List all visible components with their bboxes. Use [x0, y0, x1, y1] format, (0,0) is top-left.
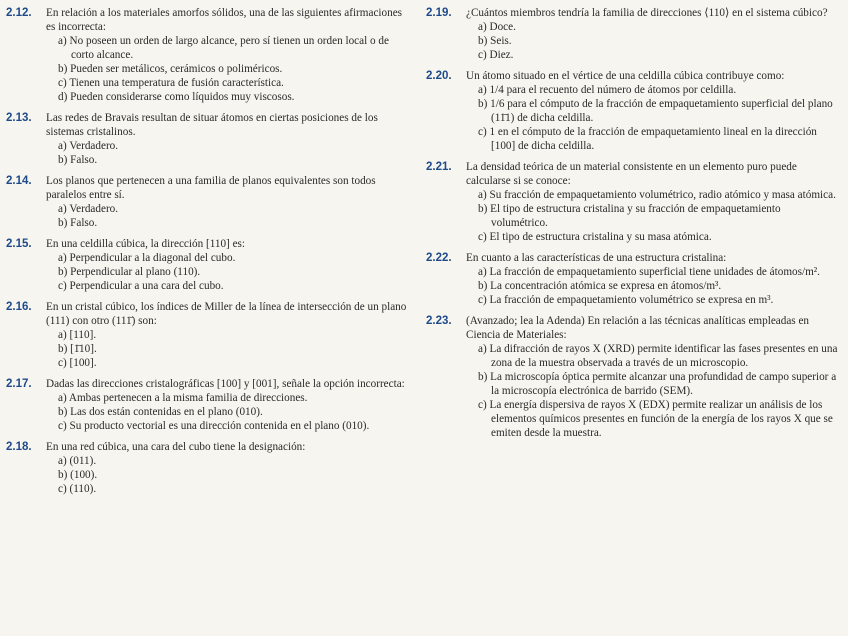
option: a) Verdadero.	[58, 203, 119, 215]
option: b) La microscopía óptica permite alcanzar una profundidad de campo superior a la microscopía electrónica de barrido (SEM).	[478, 371, 837, 397]
option: c) Perpendicular a una cara del cubo.	[58, 280, 224, 292]
option: a) No poseen un orden de largo alcance, pero sí tienen un orden local o de corto alcance.	[58, 35, 389, 61]
option: a) 1/4 para el recuento del número de átomos por celdilla.	[478, 84, 737, 96]
question-text: En una red cúbica, una cara del cubo tiene la designación:	[46, 441, 306, 453]
option: b) 1/6 para el cómputo de la fracción de empaquetamiento superficial del plano (11̄1) de dicha celdilla.	[478, 98, 833, 124]
option: c) (110).	[58, 483, 97, 495]
question-2-19	[426, 6, 840, 62]
option: b) (100).	[58, 469, 98, 481]
option: c) Diez.	[478, 49, 514, 61]
question-number: 2.14.	[6, 175, 32, 187]
question-text: La densidad teórica de un material consistente en un elemento puro puede calcularse si se conoce:	[466, 161, 797, 187]
option: b) Perpendicular al plano (110).	[58, 266, 201, 278]
option: c) La fracción de empaquetamiento volumétrico se expresa en m³.	[478, 294, 774, 306]
question-number: 2.13.	[6, 112, 32, 124]
option: a) La fracción de empaquetamiento superficial tiene unidades de átomos/m².	[478, 266, 820, 278]
question-text: Los planos que pertenecen a una familia de planos equivalentes son todos paralelos entre sí.	[46, 175, 376, 201]
option: b) La concentración atómica se expresa en átomos/m³.	[478, 280, 722, 292]
question-2-17	[6, 377, 408, 433]
option: c) 1 en el cómputo de la fracción de empaquetamiento lineal en la dirección [100] de dicha celdilla.	[478, 126, 817, 152]
option: b) Falso.	[58, 217, 98, 229]
option: c) Su producto vectorial es una dirección contenida en el plano (010).	[58, 420, 370, 432]
option: a) Ambas pertenecen a la misma familia de direcciones.	[58, 392, 308, 404]
question-number: 2.16.	[6, 301, 32, 313]
option: c) La energía dispersiva de rayos X (EDX) permite realizar un análisis de los elementos químicos presentes en función de la energía de los rayos X que se emiten desde la muestra.	[478, 399, 833, 439]
option: b) Pueden ser metálicos, cerámicos o poliméricos.	[58, 63, 283, 75]
question-text: En cuanto a las características de una estructura cristalina:	[466, 252, 727, 264]
question-text: En relación a los materiales amorfos sólidos, una de las siguientes afirmaciones es incorrecta:	[46, 7, 403, 33]
question-2-14	[6, 174, 408, 230]
question-2-22	[426, 251, 840, 307]
option: b) Falso.	[58, 154, 98, 166]
option: b) El tipo de estructura cristalina y su fracción de empaquetamiento volumétrico.	[478, 203, 781, 229]
question-text: Dadas las direcciones cristalográficas [100] y [001], señale la opción incorrecta:	[46, 378, 405, 390]
question-2-23	[426, 314, 840, 440]
option: d) Pueden considerarse como líquidos muy viscosos.	[58, 91, 295, 103]
question-2-20	[426, 69, 840, 153]
question-number: 2.15.	[6, 238, 32, 250]
right-column	[420, 6, 840, 636]
option: a) Doce.	[478, 21, 516, 33]
option: c) Tienen una temperatura de fusión característica.	[58, 77, 284, 89]
option: a) Verdadero.	[58, 140, 119, 152]
question-text: En un cristal cúbico, los índices de Miller de la línea de intersección de un plano (111) con otro (111̄) son:	[46, 301, 407, 327]
question-number: 2.21.	[426, 161, 452, 173]
question-2-21	[426, 160, 840, 244]
option: a) La difracción de rayos X (XRD) permite identificar las fases presentes en una zona de la muestra observada a través de un microscopio.	[478, 343, 838, 369]
question-number: 2.18.	[6, 441, 32, 453]
question-number: 2.19.	[426, 7, 452, 19]
question-2-13	[6, 111, 408, 167]
question-text: ¿Cuántos miembros tendría la familia de direcciones ⟨110⟩ en el sistema cúbico?	[466, 7, 828, 19]
question-2-18	[6, 440, 408, 496]
question-number: 2.12.	[6, 7, 32, 19]
question-number: 2.17.	[6, 378, 32, 390]
question-number: 2.23.	[426, 315, 452, 327]
question-text: Un átomo situado en el vértice de una celdilla cúbica contribuye como:	[466, 70, 785, 82]
option: c) El tipo de estructura cristalina y su masa atómica.	[478, 231, 712, 243]
option: a) Su fracción de empaquetamiento volumétrico, radio atómico y masa atómica.	[478, 189, 836, 201]
question-text: Las redes de Bravais resultan de situar átomos en ciertas posiciones de los sistemas cristalinos.	[46, 112, 378, 138]
option: b) [1̄10].	[58, 343, 97, 355]
option: c) [100].	[58, 357, 97, 369]
left-column	[6, 6, 420, 636]
option: a) [110].	[58, 329, 97, 341]
option: b) Las dos están contenidas en el plano (010).	[58, 406, 263, 418]
question-number: 2.20.	[426, 70, 452, 82]
option: a) Perpendicular a la diagonal del cubo.	[58, 252, 236, 264]
question-2-12	[6, 6, 408, 104]
question-text: En una celdilla cúbica, la dirección [110] es:	[46, 238, 246, 250]
question-2-16	[6, 300, 408, 370]
option: a) (011).	[58, 455, 97, 467]
question-2-15	[6, 237, 408, 293]
question-text: (Avanzado; lea la Adenda) En relación a las técnicas analíticas empleadas en Ciencia de Materiales:	[466, 315, 810, 341]
question-number: 2.22.	[426, 252, 452, 264]
option: b) Seis.	[478, 35, 512, 47]
